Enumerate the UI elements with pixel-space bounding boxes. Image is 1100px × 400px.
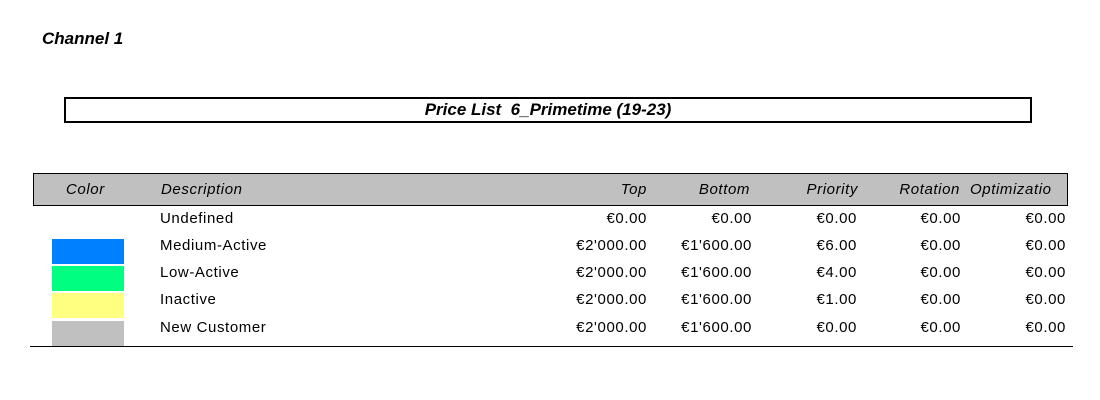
color-swatch xyxy=(52,239,124,264)
cell-description: Low-Active xyxy=(160,264,240,281)
header-priority: Priority xyxy=(806,181,858,198)
cell-top: €2'000.00 xyxy=(576,319,647,336)
cell-bottom: €1'600.00 xyxy=(681,237,752,254)
cell-bottom: €1'600.00 xyxy=(681,319,752,336)
cell-rotation: €0.00 xyxy=(920,264,961,281)
channel-label: Channel 1 xyxy=(42,29,124,48)
cell-rotation: €0.00 xyxy=(920,291,961,308)
cell-optimization: €0.00 xyxy=(1025,264,1066,281)
header-color: Color xyxy=(66,181,105,198)
header-bottom: Bottom xyxy=(698,181,750,198)
color-swatch xyxy=(52,210,124,235)
table-row xyxy=(0,319,1100,346)
header-description: Description xyxy=(161,181,243,198)
table-row xyxy=(0,264,1100,291)
header-optimization: Optimizatio xyxy=(970,181,1052,198)
header-top: Top xyxy=(620,181,647,198)
table-row xyxy=(0,291,1100,318)
header-rotation: Rotation xyxy=(899,181,960,198)
cell-description: Undefined xyxy=(160,210,234,227)
color-swatch xyxy=(52,266,124,291)
table-header xyxy=(33,173,1068,206)
color-swatch xyxy=(52,293,124,318)
cell-priority: €6.00 xyxy=(816,237,857,254)
table-row xyxy=(0,210,1100,237)
cell-description: Medium-Active xyxy=(160,237,267,254)
cell-priority: €4.00 xyxy=(816,264,857,281)
cell-bottom: €1'600.00 xyxy=(681,291,752,308)
color-swatch xyxy=(52,321,124,346)
cell-description: Inactive xyxy=(160,291,217,308)
cell-optimization: €0.00 xyxy=(1025,210,1066,227)
cell-priority: €0.00 xyxy=(816,210,857,227)
cell-top: €0.00 xyxy=(606,210,647,227)
cell-optimization: €0.00 xyxy=(1025,319,1066,336)
cell-optimization: €0.00 xyxy=(1025,237,1066,254)
table-bottom-rule xyxy=(30,346,1073,347)
cell-bottom: €0.00 xyxy=(711,210,752,227)
cell-top: €2'000.00 xyxy=(576,264,647,281)
cell-bottom: €1'600.00 xyxy=(681,264,752,281)
cell-top: €2'000.00 xyxy=(576,291,647,308)
cell-top: €2'000.00 xyxy=(576,237,647,254)
cell-optimization: €0.00 xyxy=(1025,291,1066,308)
cell-description: New Customer xyxy=(160,319,267,336)
cell-rotation: €0.00 xyxy=(920,237,961,254)
table-row xyxy=(0,237,1100,264)
price-list-title: Price List 6_Primetime (19-23) xyxy=(64,97,1032,123)
cell-priority: €1.00 xyxy=(816,291,857,308)
cell-rotation: €0.00 xyxy=(920,210,961,227)
cell-priority: €0.00 xyxy=(816,319,857,336)
cell-rotation: €0.00 xyxy=(920,319,961,336)
